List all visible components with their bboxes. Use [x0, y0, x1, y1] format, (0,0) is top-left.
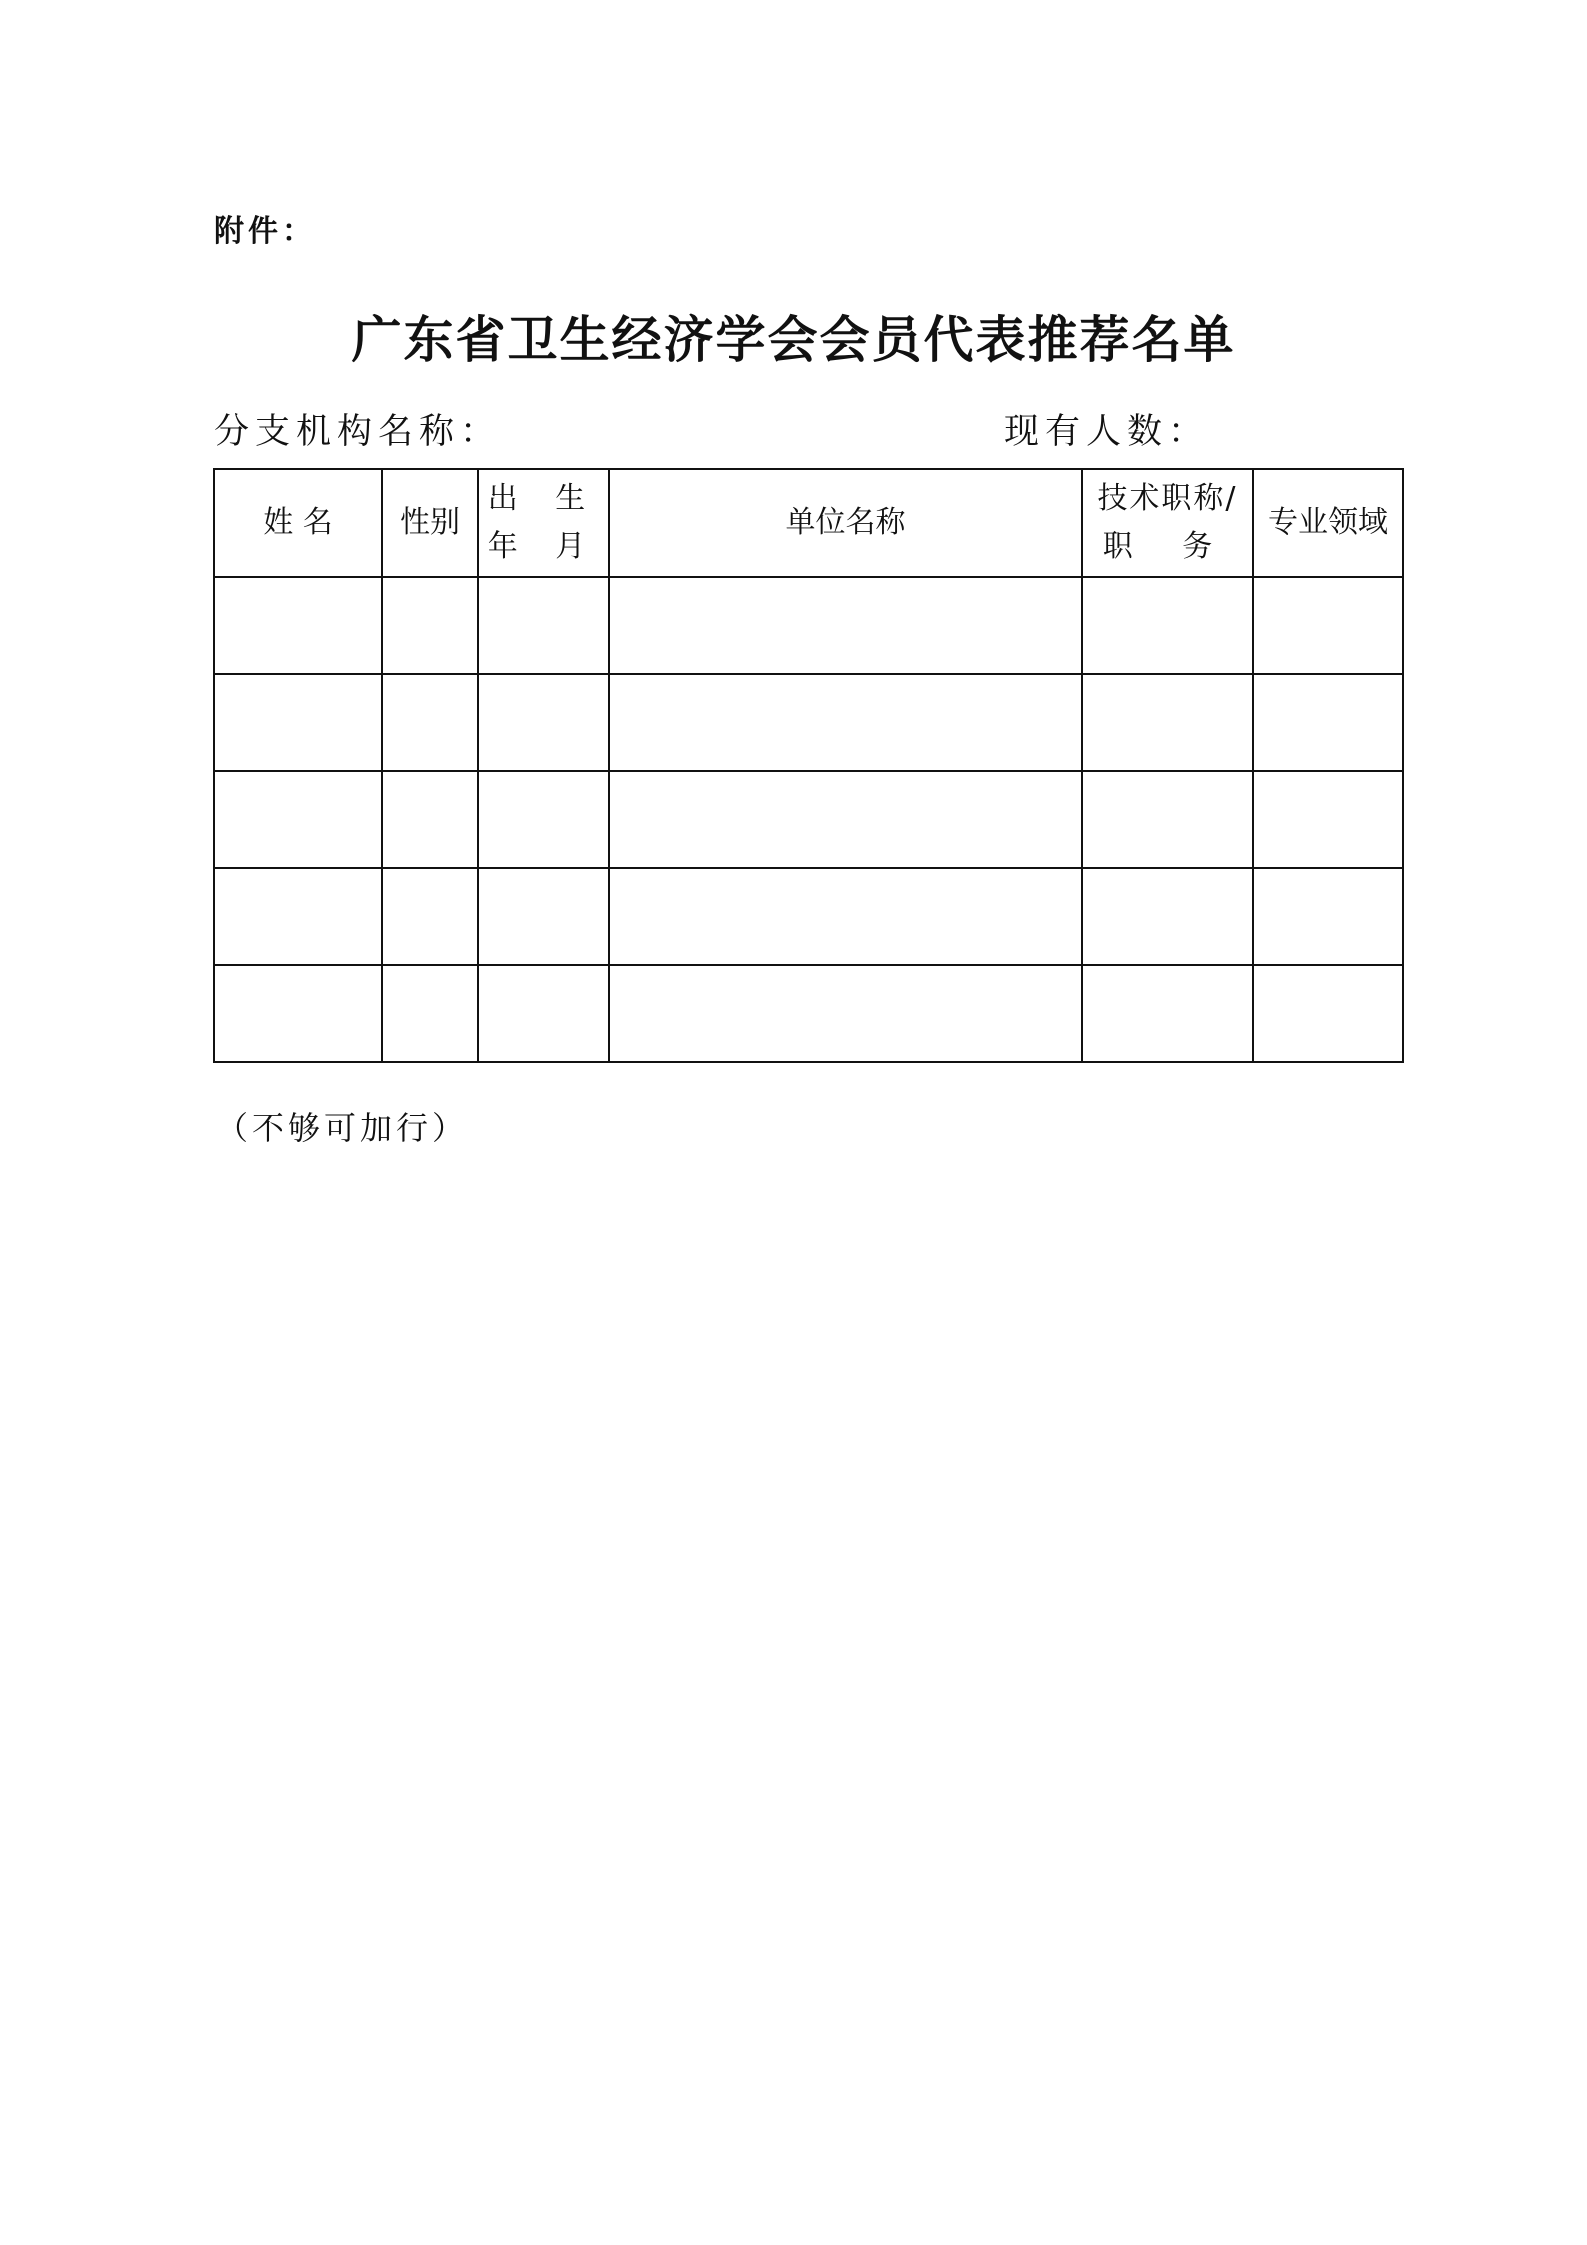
header-unit: 单位名称 [609, 469, 1082, 577]
table-row [214, 868, 1403, 965]
table-row [214, 965, 1403, 1062]
cell-field[interactable] [1253, 965, 1403, 1062]
header-title [1082, 469, 1253, 577]
cell-birth[interactable] [478, 868, 609, 965]
cell-title[interactable] [1082, 965, 1253, 1062]
cell-title[interactable] [1082, 868, 1253, 965]
cell-unit[interactable] [609, 674, 1082, 771]
cell-name[interactable] [214, 868, 382, 965]
cell-birth[interactable] [478, 771, 609, 868]
table-header-row [214, 469, 1403, 577]
table-row [214, 577, 1403, 674]
table-row [214, 771, 1403, 868]
header-title-line1: 技术职称/ [1097, 481, 1238, 516]
cell-name[interactable] [214, 577, 382, 674]
cell-field[interactable] [1253, 868, 1403, 965]
cell-unit[interactable] [609, 577, 1082, 674]
cell-name[interactable] [214, 674, 382, 771]
cell-unit[interactable] [609, 868, 1082, 965]
cell-gender[interactable] [382, 868, 478, 965]
cell-birth[interactable] [478, 674, 609, 771]
header-name: 姓 名 [214, 469, 382, 577]
cell-unit[interactable] [609, 771, 1082, 868]
cell-birth[interactable] [478, 577, 609, 674]
header-gender: 性别 [382, 469, 478, 577]
cell-field[interactable] [1253, 577, 1403, 674]
cell-unit[interactable] [609, 965, 1082, 1062]
cell-name[interactable] [214, 965, 382, 1062]
recommendation-table [213, 468, 1404, 1063]
cell-name[interactable] [214, 771, 382, 868]
cell-gender[interactable] [382, 965, 478, 1062]
add-rows-note: （不够可加行） [216, 1109, 469, 1147]
cell-gender[interactable] [382, 771, 478, 868]
document-title: 广东省卫生经济学会会员代表推荐名单 [351, 310, 1236, 369]
header-birth-line1: 出 生 [487, 481, 600, 516]
header-birth [478, 469, 609, 577]
cell-field[interactable] [1253, 674, 1403, 771]
member-count-label: 现有人数： [1004, 412, 1210, 452]
header-field: 专业领域 [1253, 469, 1403, 577]
cell-title[interactable] [1082, 674, 1253, 771]
header-title-line2: 职 务 [1102, 529, 1233, 564]
cell-title[interactable] [1082, 577, 1253, 674]
branch-name-label: 分支机构名称： [214, 412, 502, 452]
cell-gender[interactable] [382, 674, 478, 771]
header-birth-line2: 年 月 [487, 529, 600, 564]
cell-birth[interactable] [478, 965, 609, 1062]
cell-title[interactable] [1082, 771, 1253, 868]
cell-field[interactable] [1253, 771, 1403, 868]
table-row [214, 674, 1403, 771]
attachment-label: 附件： [214, 214, 316, 249]
cell-gender[interactable] [382, 577, 478, 674]
